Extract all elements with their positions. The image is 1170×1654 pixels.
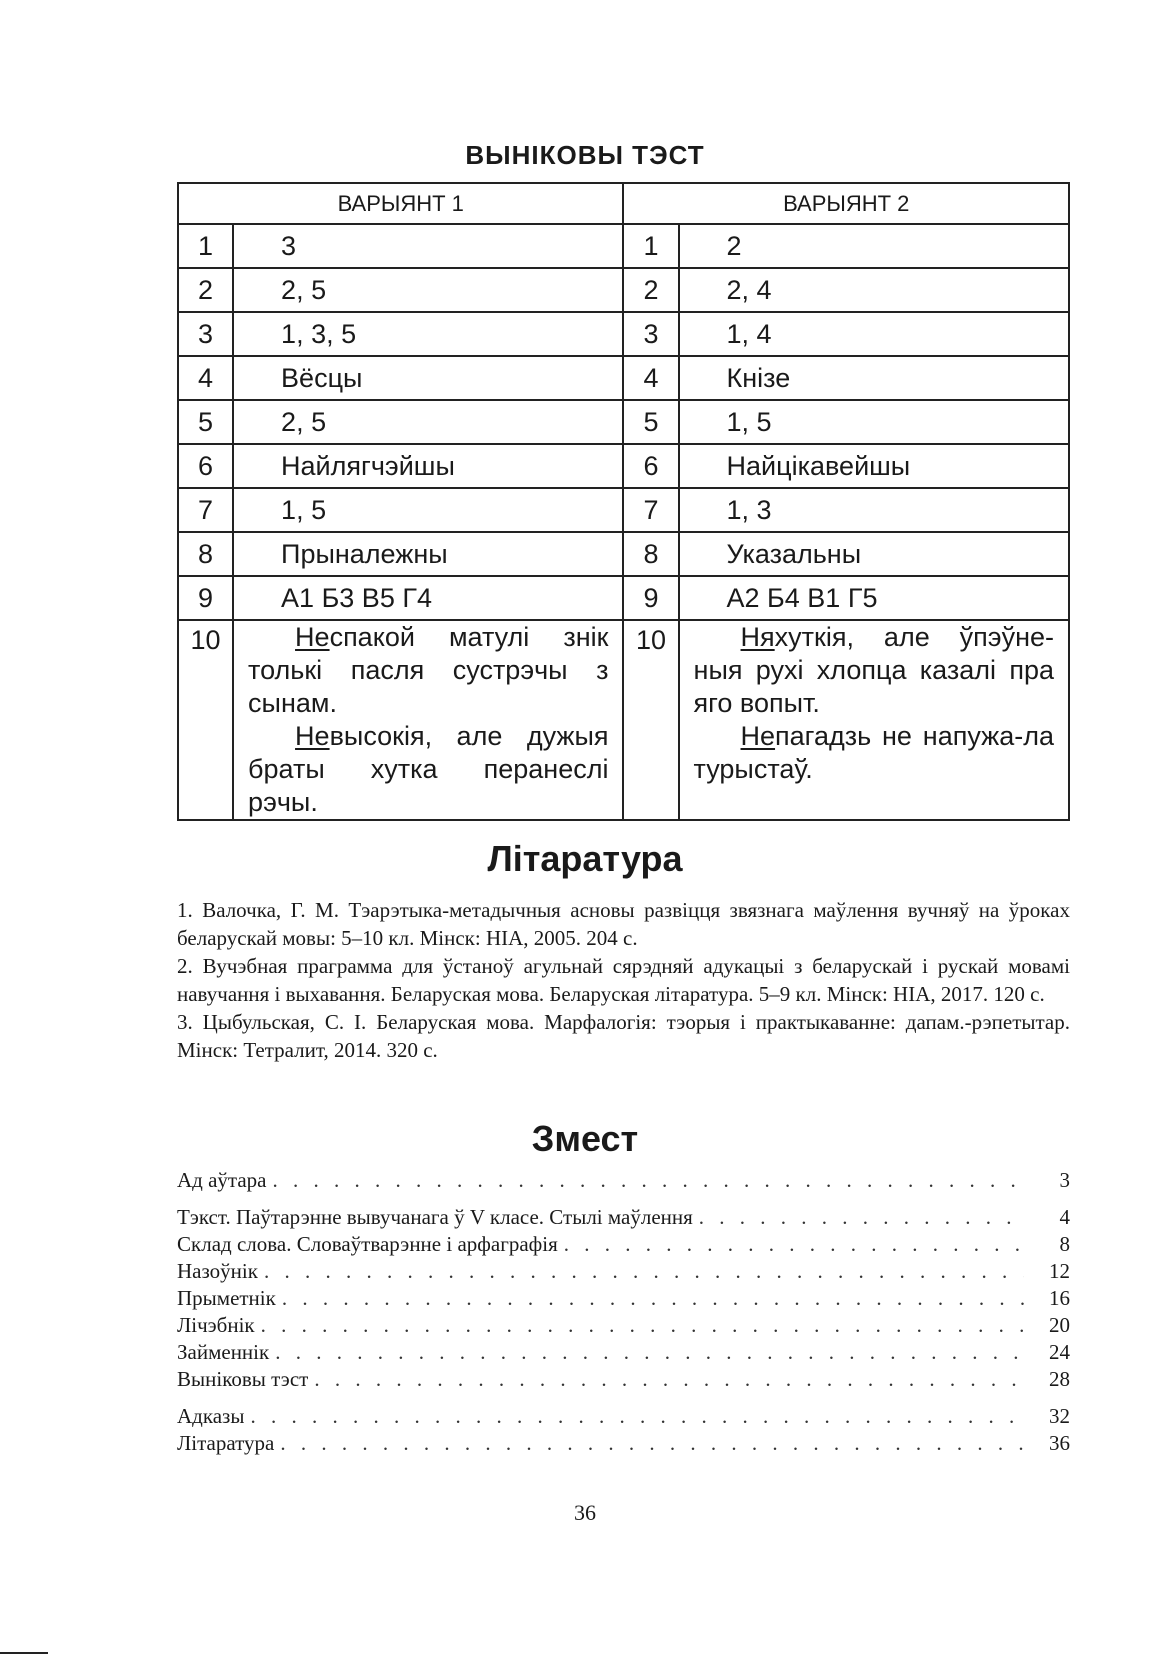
literature-item: 2. Вучэбная праграмма для ўстаноў агульнай сярэдняй адукацыі з беларускай і рускай мовамі навучання і выхавання. Беларуская мова. Беларуская літаратура. 5–9 кл. Мінск: НІА, 2017. 120 с. [177, 954, 1070, 1006]
toc-item[interactable] [177, 1258, 1070, 1285]
toc-item-label: Займеннік [177, 1340, 270, 1364]
toc-item-label: Выніковы тэст [177, 1367, 309, 1391]
answer-cell: 2, 4 [679, 268, 1069, 312]
literature-list [177, 896, 1070, 1064]
toc-leader-dots [699, 1204, 1024, 1231]
literature-item: 3. Цыбульская, С. І. Беларуская мова. Марфалогія: тэорыя і практыкаванне: дапам.-рэпетытар. Мінск: Тетралит, 2014. 320 с. [177, 1010, 1070, 1062]
toc-item-page: 36 [1049, 1431, 1070, 1455]
answer-cell: А1 Б3 В5 Г4 [233, 576, 623, 620]
answer-cell: Кнізе [679, 356, 1069, 400]
question-number: 5 [623, 400, 678, 444]
answers-table [177, 182, 1070, 821]
toc-leader-dots [314, 1366, 1024, 1393]
answer-cell: Вёсцы [233, 356, 623, 400]
question-number: 6 [178, 444, 233, 488]
toc-item[interactable] [177, 1231, 1070, 1258]
answer-cell [679, 620, 1069, 820]
underlined-prefix: Не [740, 721, 776, 751]
toc-item[interactable] [177, 1312, 1070, 1339]
toc-leader-dots [282, 1285, 1024, 1312]
answer-cell: Указальны [679, 532, 1069, 576]
answer-cell: 2, 5 [233, 268, 623, 312]
toc-item-page: 4 [1059, 1205, 1070, 1229]
toc-item-label: Адказы [177, 1404, 245, 1428]
sentence-rest: хуткія, але ўпэўне-ныя рухі хлопца казалі пра яго вопыт. [693, 622, 1054, 718]
question-number: 8 [623, 532, 678, 576]
toc-item[interactable] [177, 1403, 1070, 1430]
toc-item-page: 20 [1049, 1313, 1070, 1337]
question-number: 2 [623, 268, 678, 312]
table-row [178, 268, 1069, 312]
table-row [178, 532, 1069, 576]
toc-leader-dots [280, 1430, 1024, 1457]
table-row [178, 400, 1069, 444]
toc-item[interactable] [177, 1339, 1070, 1366]
literature-item: 1. Валочка, Г. М. Тэарэтыка-метадычныя асновы развіцця звязнага маўлення вучняў на ўроках беларускай мовы: 5–10 кл. Мінск: НІА, 2005. 204 с. [177, 898, 1070, 950]
table-row [178, 488, 1069, 532]
toc-leader-dots [261, 1312, 1024, 1339]
table-row [178, 576, 1069, 620]
answer-cell: 1, 3 [679, 488, 1069, 532]
underlined-prefix: Не [295, 721, 330, 751]
answer-cell: 1, 3, 5 [233, 312, 623, 356]
toc-leader-dots [264, 1258, 1024, 1285]
page-number: 36 [574, 1500, 596, 1525]
literature-title: Літаратура [487, 838, 683, 879]
question-number: 1 [178, 224, 233, 268]
toc-item-page: 12 [1049, 1259, 1070, 1283]
question-number: 7 [178, 488, 233, 532]
toc-leader-dots [275, 1339, 1024, 1366]
answer-sentence [694, 720, 1054, 786]
sentence-rest: спакой матулі знік толькі пасля сустрэчы з сынам. [248, 622, 609, 718]
answer-cell: 2, 5 [233, 400, 623, 444]
table-row [178, 312, 1069, 356]
question-number: 5 [178, 400, 233, 444]
toc-leader-dots [273, 1167, 1025, 1194]
answer-cell: 1, 4 [679, 312, 1069, 356]
question-number: 8 [178, 532, 233, 576]
toc-item-page: 16 [1049, 1286, 1070, 1310]
question-number: 3 [623, 312, 678, 356]
answer-cell: 2 [679, 224, 1069, 268]
toc-leader-dots [250, 1403, 1024, 1430]
toc-item-label: Назоўнік [177, 1259, 258, 1283]
question-number: 10 [623, 620, 678, 820]
toc-item[interactable] [177, 1204, 1070, 1231]
toc-item[interactable] [177, 1430, 1070, 1457]
toc-leader-dots [564, 1231, 1024, 1258]
underlined-prefix: Ня [740, 622, 775, 652]
question-number: 3 [178, 312, 233, 356]
underlined-prefix: Не [295, 622, 330, 652]
answer-sentence [248, 621, 608, 720]
question-number: 4 [178, 356, 233, 400]
test-title: ВЫНІКОВЫ ТЭСТ [465, 140, 705, 170]
answer-cell: А2 Б4 В1 Г5 [679, 576, 1069, 620]
question-number: 9 [178, 576, 233, 620]
sentence-rest: пагадзь не напужа-ла турыстаў. [693, 721, 1054, 784]
toc-item-page: 8 [1059, 1232, 1070, 1256]
question-number: 1 [623, 224, 678, 268]
toc-item-label: Тэкст. Паўтарэнне вывучанага ў V класе. Стылі маўлення [177, 1205, 693, 1229]
table-row [178, 224, 1069, 268]
answer-cell: 3 [233, 224, 623, 268]
toc-item-page: 24 [1049, 1340, 1070, 1364]
question-number: 2 [178, 268, 233, 312]
variant2-header: ВАРЫЯНТ 2 [623, 183, 1069, 224]
toc-item[interactable] [177, 1167, 1070, 1194]
toc-item-page: 3 [1059, 1168, 1070, 1192]
table-header-row [178, 183, 1069, 224]
question-number: 9 [623, 576, 678, 620]
sentence-rest: высокія, але дужыя браты хутка перанеслі рэчы. [248, 721, 609, 817]
toc-item-label: Склад слова. Словаўтварэнне і арфаграфія [177, 1232, 558, 1256]
answer-cell: Найлягчэйшы [233, 444, 623, 488]
question-number: 10 [178, 620, 233, 820]
table-row [178, 620, 1069, 820]
answer-cell: 1, 5 [233, 488, 623, 532]
toc-item-label: Прыметнік [177, 1286, 276, 1310]
table-of-contents [177, 1167, 1070, 1457]
table-row [178, 356, 1069, 400]
answer-cell: 1, 5 [679, 400, 1069, 444]
answer-cell [233, 620, 623, 820]
toc-item-page: 28 [1049, 1367, 1070, 1391]
toc-title: Змест [531, 1118, 639, 1159]
toc-item[interactable] [177, 1285, 1070, 1312]
question-number: 7 [623, 488, 678, 532]
question-number: 4 [623, 356, 678, 400]
toc-item[interactable] [177, 1366, 1070, 1393]
answer-sentence [694, 621, 1054, 720]
table-row [178, 444, 1069, 488]
toc-item-label: Літаратура [177, 1431, 275, 1455]
answer-cell: Прыналежны [233, 532, 623, 576]
answer-sentence [248, 720, 608, 819]
variant1-header: ВАРЫЯНТ 1 [178, 183, 623, 224]
toc-item-page: 32 [1049, 1404, 1070, 1428]
answer-cell: Найцікавейшы [679, 444, 1069, 488]
toc-item-label: Лічэбнік [177, 1313, 255, 1337]
toc-item-label: Ад аўтара [177, 1168, 267, 1192]
question-number: 6 [623, 444, 678, 488]
